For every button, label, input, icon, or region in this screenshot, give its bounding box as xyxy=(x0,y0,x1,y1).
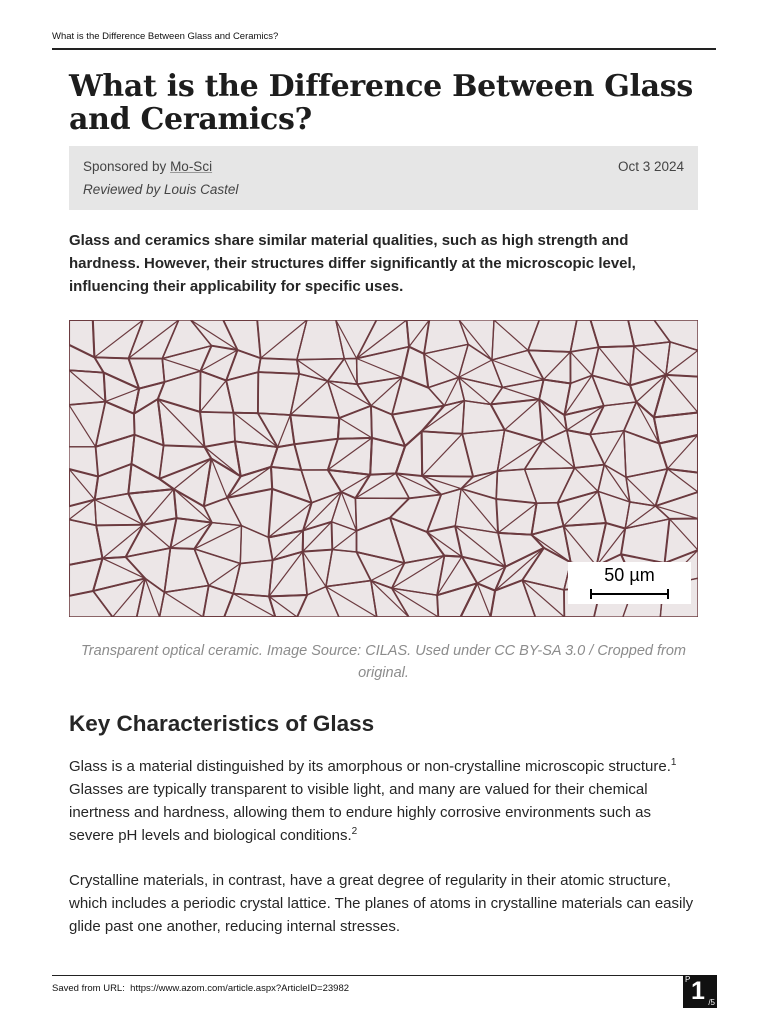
source-url[interactable]: https://www.azom.com/article.aspx?ArticleID=23982 xyxy=(130,983,350,994)
paragraph-1-text: Glass is a material distinguished by its amorphous or non-crystalline microscopic structure. xyxy=(69,758,671,775)
saved-label: Saved from URL: xyxy=(52,983,125,994)
reviewed-by: Reviewed by Louis Castel xyxy=(83,182,239,197)
header-divider xyxy=(52,48,716,50)
paragraph-1-text-b: Glasses are typically transparent to visible light, and many are valued for their chemical inertness and hardness, allowing them to endure highly corrosive environments such as severe pH levels and biological conditions. xyxy=(69,781,651,844)
article-lead: Glass and ceramics share similar material qualities, such as high strength and hardness. However, their structures differ significantly at the microscopic level, influencing their applicability for specific uses. xyxy=(69,232,636,295)
micrograph-figure xyxy=(69,320,698,617)
reference-2[interactable]: 2 xyxy=(351,826,358,837)
footer-saved-url xyxy=(52,983,349,994)
page-label: P xyxy=(685,975,691,984)
page-number-badge xyxy=(683,975,717,1008)
page-total: /5 xyxy=(708,998,715,1007)
article-title: What is the Difference Between Glass and Ceramics? xyxy=(69,69,693,137)
page-number: 1 xyxy=(691,977,705,1005)
publish-date: Oct 3 2024 xyxy=(617,159,684,174)
footer-divider xyxy=(52,975,683,976)
scale-label: 50 µm xyxy=(604,565,655,585)
reference-1[interactable]: 1 xyxy=(670,757,677,768)
paragraph-2: Crystalline materials, in contrast, have a great degree of regularity in their atomic structure, which includes a periodic crystal lattice. The planes of atoms in crystalline materials can easily glide past one another, reducing internal stresses. xyxy=(69,872,694,935)
paragraph-1 xyxy=(69,755,699,847)
scale-bar xyxy=(590,593,669,595)
print-header: What is the Difference Between Glass and Ceramics? xyxy=(52,31,279,42)
scale-bar-box xyxy=(568,562,691,604)
article-meta-box xyxy=(69,146,698,210)
sponsor-link[interactable]: Mo-Sci xyxy=(170,159,213,174)
section-heading: Key Characteristics of Glass xyxy=(69,711,375,736)
sponsored-prefix: Sponsored by xyxy=(83,159,171,174)
figure-caption: Transparent optical ceramic. Image Source: CILAS. Used under CC BY-SA 3.0 / Cropped from original. xyxy=(81,643,686,681)
sponsor-line xyxy=(83,159,212,174)
